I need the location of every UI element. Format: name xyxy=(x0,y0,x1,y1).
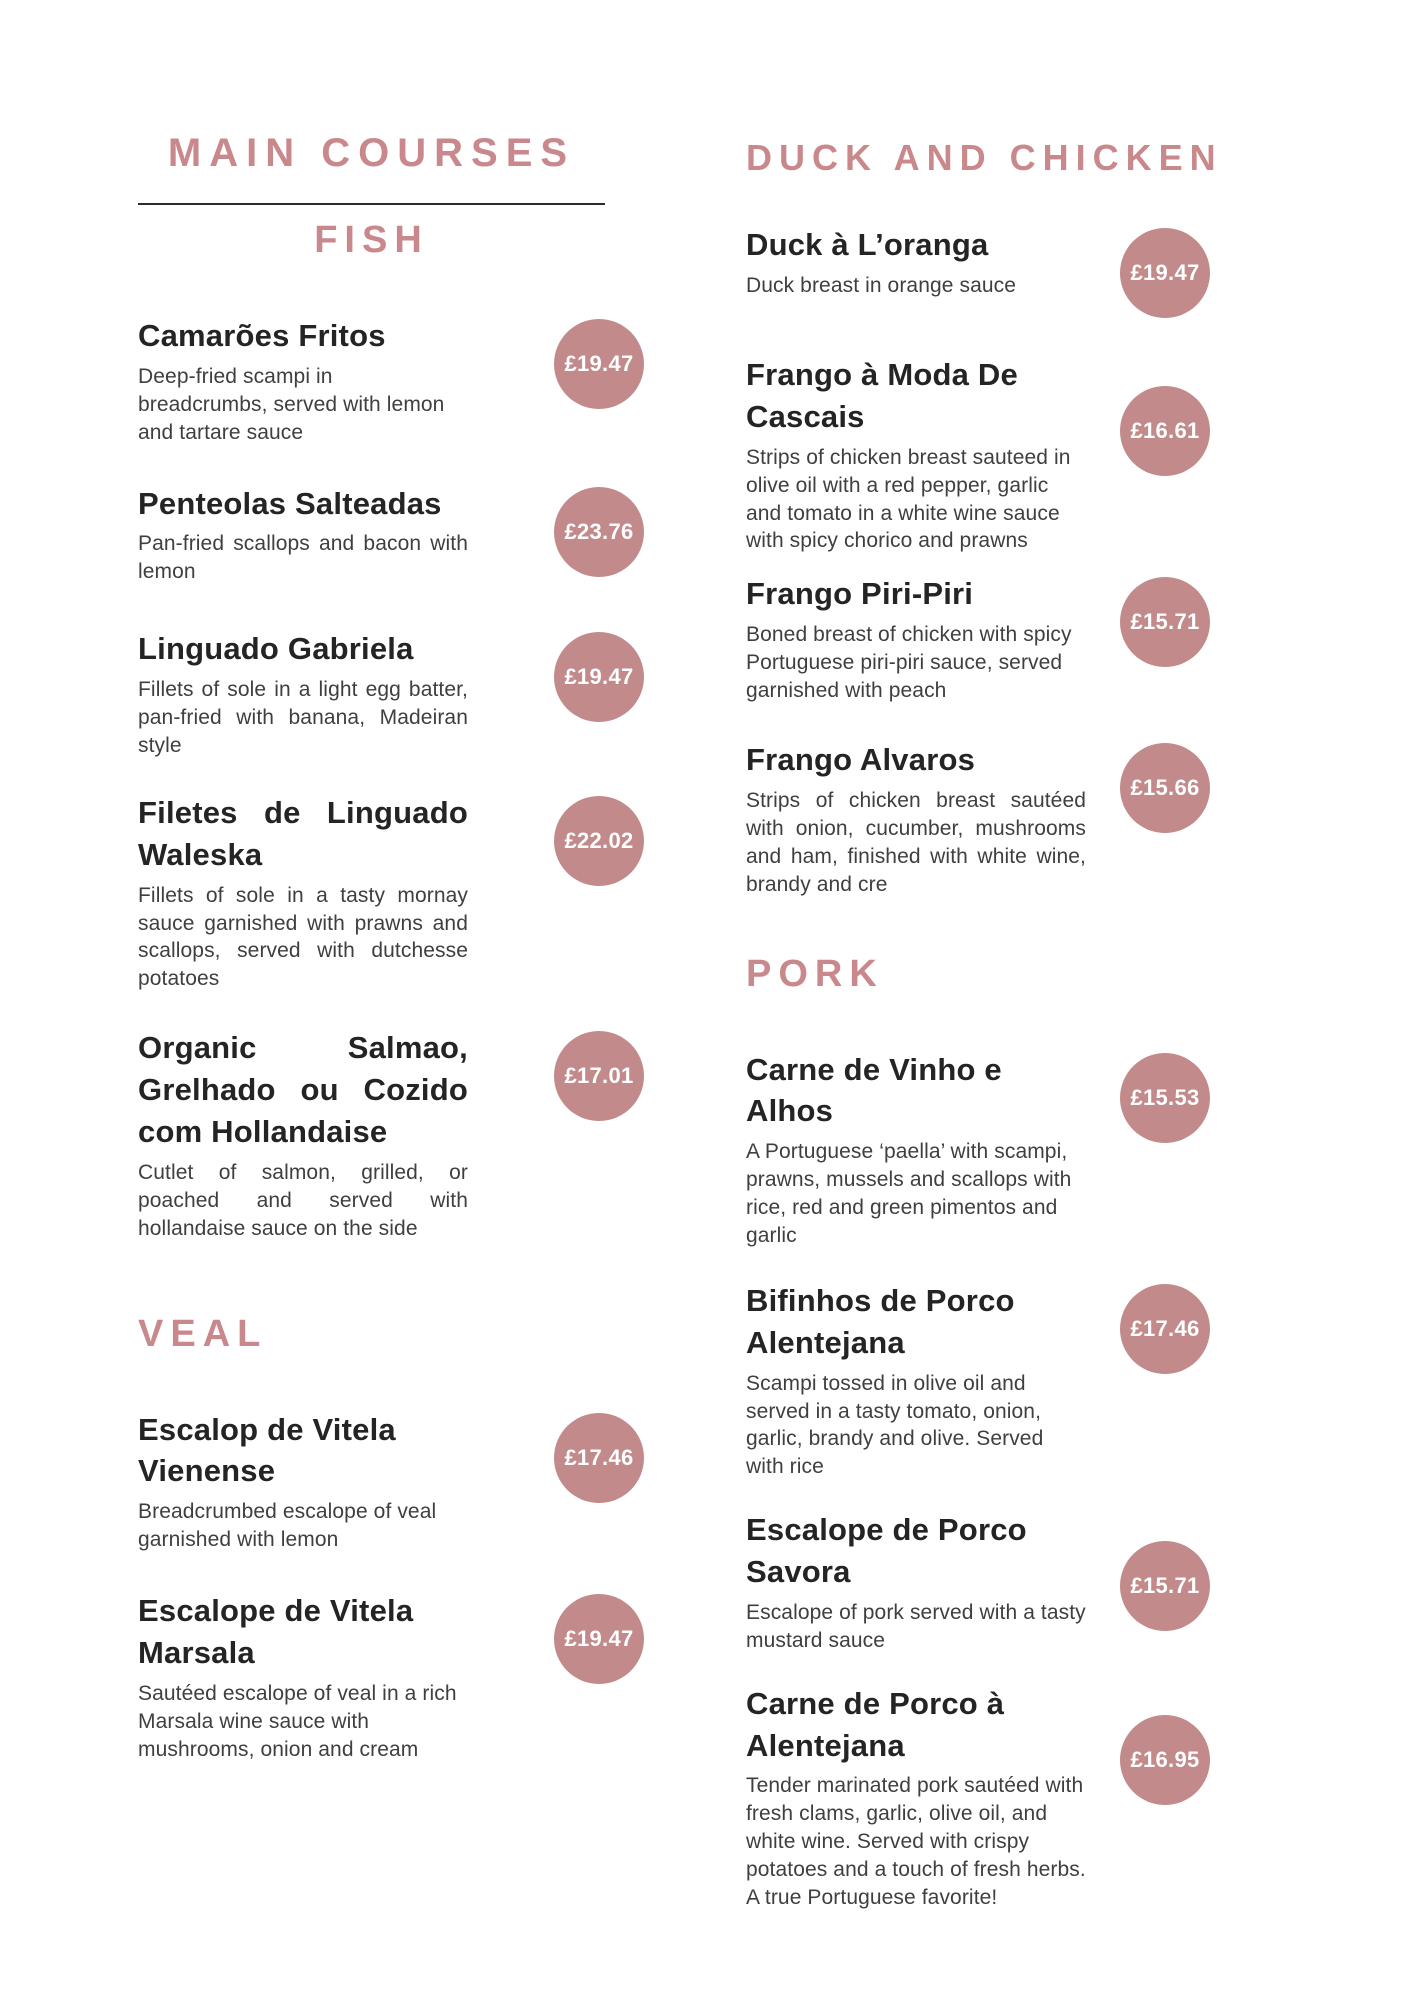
item-description: Strips of chicken breast sauteed in olive oil with a red pepper, garlic and tomato in a white wine sauce with spicy chorico and prawns xyxy=(746,445,1071,553)
item-description: Escalope of pork served with a tasty mustard sauce xyxy=(746,1600,1086,1652)
item-description: Fillets of sole in a light egg batter, pan-fried with banana, Madeiran style xyxy=(138,678,468,757)
menu-item-text xyxy=(138,1409,468,1555)
price-badge xyxy=(554,1594,644,1684)
item-name: Escalope de Vitela Marsala xyxy=(138,1593,414,1670)
menu-item xyxy=(138,1409,644,1555)
price-badge xyxy=(554,1413,644,1503)
menu-item-text xyxy=(746,739,1086,899)
price-label: £17.46 xyxy=(564,1444,634,1470)
menu-item-text xyxy=(138,315,468,447)
main-courses-header xyxy=(138,133,605,259)
price-badge xyxy=(1120,1053,1210,1143)
price-badge xyxy=(1120,228,1210,318)
item-description: Pan-fried scallops and bacon with lemon xyxy=(138,532,468,584)
menu-item xyxy=(746,1280,1210,1481)
item-description: Deep-fried scampi in breadcrumbs, served with lemon and tartare sauce xyxy=(138,364,445,444)
item-description: Duck breast in orange sauce xyxy=(746,273,1017,297)
item-name: Frango Alvaros xyxy=(746,741,976,777)
menu-item xyxy=(138,792,644,993)
menu-item-text xyxy=(746,354,1086,555)
item-name: Carne de Vinho e Alhos xyxy=(746,1051,1002,1129)
price-badge xyxy=(1120,1715,1210,1805)
menu-item-text xyxy=(746,1280,1086,1481)
price-label: £16.61 xyxy=(1130,418,1200,443)
price-label: £15.66 xyxy=(1130,774,1200,800)
menu-item-text xyxy=(138,792,468,993)
menu-item xyxy=(746,224,1210,318)
item-name: Bifinhos de Porco Alentejana xyxy=(746,1282,1015,1360)
menu-item xyxy=(138,315,644,447)
price-label: £15.71 xyxy=(1130,1573,1200,1599)
left-column xyxy=(138,133,644,1764)
item-description: Sautéed escalope of veal in a rich Marsala wine sauce with mushrooms, onion and cream xyxy=(138,1681,457,1761)
price-badge xyxy=(554,487,644,577)
menu-item-text xyxy=(746,1683,1086,1912)
duck-chicken-heading: DUCK AND CHICKEN xyxy=(746,137,1223,178)
price-badge xyxy=(1120,577,1210,667)
menu-item-text xyxy=(746,1049,1086,1250)
price-badge xyxy=(554,632,644,722)
menu-item-text xyxy=(138,1590,468,1763)
price-badge xyxy=(554,796,644,886)
section-divider xyxy=(138,203,605,205)
menu-item-text xyxy=(138,483,468,587)
item-description: Scampi tossed in olive oil and served in a tasty tomato, onion, garlic, brandy and olive. Served with rice xyxy=(746,1371,1044,1479)
price-label: £22.02 xyxy=(564,827,634,853)
menu-item xyxy=(138,483,644,587)
menu-item xyxy=(746,739,1210,899)
item-description: Boned breast of chicken with spicy Portuguese piri-piri sauce, served garnished with peach xyxy=(746,623,1072,703)
main-courses-heading: MAIN COURSES xyxy=(167,131,576,175)
price-label: £19.47 xyxy=(564,351,634,376)
menu-item xyxy=(746,573,1210,705)
menu-item-text xyxy=(746,1509,1086,1655)
price-label: £16.95 xyxy=(1130,1746,1200,1772)
price-label: £19.47 xyxy=(564,1626,634,1652)
price-label: £23.76 xyxy=(564,518,634,544)
menu-item xyxy=(138,1027,644,1242)
price-badge xyxy=(1120,743,1210,833)
price-badge xyxy=(1120,386,1210,476)
item-description: A Portuguese ‘paella’ with scampi, prawns, mussels and scallops with rice, red and green pimentos and garlic xyxy=(746,1140,1072,1247)
item-name: Escalope de Porco Savora xyxy=(746,1512,1027,1590)
item-name: Carne de Porco à Alentejana xyxy=(746,1685,1005,1763)
item-name: Frango à Moda De Cascais xyxy=(746,357,1018,434)
menu-item-text xyxy=(746,573,1086,705)
item-description: Breadcrumbed escalope of veal garnished with lemon xyxy=(138,1500,437,1552)
item-description: Fillets of sole in a tasty mornay sauce garnished with prawns and scallops, served with dutchesse potatoes xyxy=(138,883,468,991)
item-description: Cutlet of salmon, grilled, or poached and served with hollandaise sauce on the side xyxy=(138,1160,468,1240)
item-name: Escalop de Vitela Vienense xyxy=(138,1411,396,1489)
item-description: Strips of chicken breast sautéed with onion, cucumber, mushrooms and ham, finished with white wine, brandy and cre xyxy=(746,788,1086,896)
price-label: £19.47 xyxy=(564,664,634,690)
fish-heading: FISH xyxy=(314,219,429,261)
veal-heading: VEAL xyxy=(138,1312,268,1355)
menu-item xyxy=(138,628,644,760)
right-column xyxy=(746,137,1223,1912)
item-description: Tender marinated pork sautéed with fresh clams, garlic, olive oil, and white wine. Served with crispy potatoes and a touch of fresh herbs. A true Portuguese favorite! xyxy=(746,1774,1086,1910)
menu-item xyxy=(746,1683,1210,1912)
price-badge xyxy=(1120,1541,1210,1631)
price-badge xyxy=(554,319,644,409)
item-name: Organic Salmao, Grelhado ou Cozido com Hollandaise xyxy=(138,1030,468,1149)
pork-heading: PORK xyxy=(746,952,884,995)
item-name: Penteolas Salteadas xyxy=(138,485,442,521)
menu-item xyxy=(138,1590,644,1763)
menu-item-text xyxy=(138,1027,468,1242)
menu-item xyxy=(746,1049,1210,1250)
price-label: £15.71 xyxy=(1130,609,1200,635)
item-name: Linguado Gabriela xyxy=(138,631,414,667)
menu-item-text xyxy=(138,628,468,760)
price-label: £19.47 xyxy=(1130,260,1200,285)
item-name: Frango Piri-Piri xyxy=(746,576,974,612)
price-label: £17.01 xyxy=(564,1063,634,1089)
price-badge xyxy=(554,1031,644,1121)
menu-item xyxy=(746,1509,1210,1655)
price-badge xyxy=(1120,1284,1210,1374)
item-name: Duck à L’oranga xyxy=(746,227,989,262)
menu-item xyxy=(746,354,1210,555)
price-label: £15.53 xyxy=(1130,1084,1200,1110)
item-name: Filetes de Linguado Waleska xyxy=(138,794,468,872)
menu-item-text xyxy=(746,224,1086,300)
item-name: Camarões Fritos xyxy=(138,318,386,353)
price-label: £17.46 xyxy=(1130,1315,1200,1341)
